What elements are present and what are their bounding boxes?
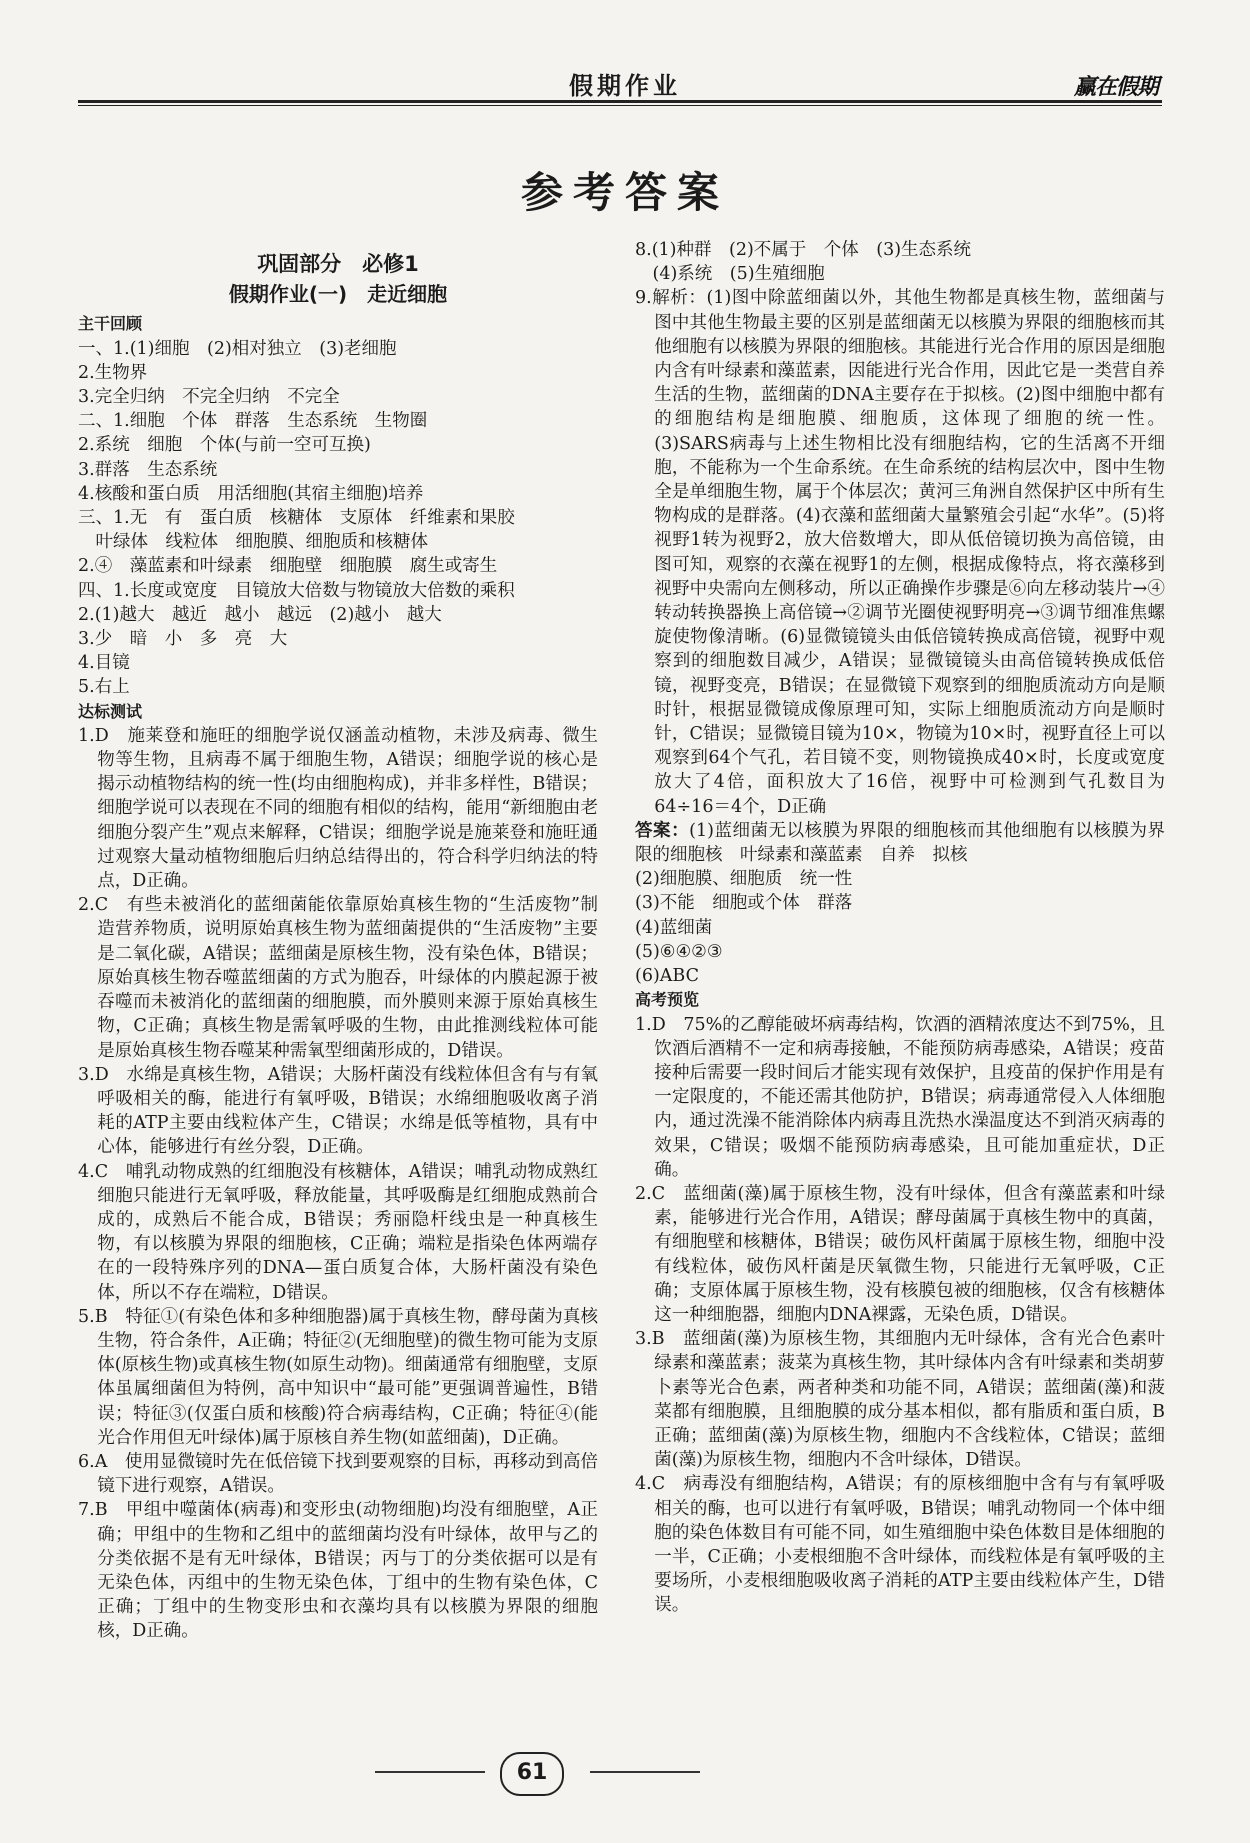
test-answer: 5.B 特征①(有染色体和多种细胞器)属于真核生物，酵母菌为真核生物，符合条件，A正确；特征②(无细胞壁)的微生物可能为支原体(原核生物)或真核生物(如原生动物)。细菌通常有细胞壁，支原体虽属细菌但为特例，高中知识中“最可能”更强调普遍性，B错误；特征③(仅蛋白质和核酸)符合病毒结构，C正确；特征④(能光合作用但无叶绿体)属于原核自养生物(如蓝细菌)，D正确。 [78, 1306, 598, 1448]
review-line: 一、1.(1)细胞 (2)相对独立 (3)老细胞 [78, 338, 397, 359]
review-line: 三、1.无 有 蛋白质 核糖体 支原体 纤维素和果胶 [78, 508, 515, 529]
review-line: 4.核酸和蛋白质 用活细胞(其宿主细胞)培养 [78, 483, 424, 504]
review-line: 四、1.长度或宽度 目镜放大倍数与物镜放大倍数的乘积 [78, 580, 515, 601]
right-column [635, 238, 1165, 1618]
test-answer: 1.D 施莱登和施旺的细胞学说仅涵盖动植物，未涉及病毒、微生物等生物，且病毒不属于细胞生物，A错误；细胞学说的核心是揭示动植物结构的统一性(均由细胞构成)，并非多样性，B错误；细胞学说可以表现在不同的细胞有相似的结构，能用“新细胞由老细胞分裂产生”观点来解释，C错误；细胞学说是施莱登和施旺通过观察大量动植物细胞后归纳总结得出的，符合科学归纳法的特点，D正确。 [78, 725, 598, 892]
answer-line: (1)蓝细菌无以核膜为界限的细胞核而其他细胞有以核膜为界限的细胞核 叶绿素和藻蓝素 自养 拟核 [635, 820, 1166, 866]
review-line: 2.生物界 [78, 362, 148, 383]
footer-rule-left [375, 1771, 485, 1773]
test-answer: 2.C 有些未被消化的蓝细菌能依靠原始真核生物的“生活废物”制造营养物质，说明原始真核生物为蓝细菌提供的“生活废物”主要是二氧化碳，A错误；蓝细菌是原核生物，没有染色体，B错误；原始真核生物吞噬蓝细菌的方式为胞吞，叶绿体的内膜起源于被吞噬而未被消化的蓝细菌的细胞膜，而外膜则来源于原始真核生物，C正确；真核生物是需氧呼吸的生物，由此推测线粒体可能是原始真核生物吞噬某种需氧型细菌形成的，D错误。 [78, 895, 598, 1061]
review-line: 5.右上 [78, 677, 130, 698]
answer-line: (2)细胞膜、细胞质 统一性 [635, 869, 853, 890]
test-answer: 3.D 水绵是真核生物，A错误；大肠杆菌没有线粒体但含有与有氧呼吸相关的酶，能进行有氧呼吸，B错误；水绵细胞吸收离子消耗的ATP主要由线粒体产生，C错误；水绵是低等植物，具有中心体，能够进行有丝分裂，D正确。 [78, 1064, 598, 1158]
review-line: 4.目镜 [78, 653, 130, 674]
footer [0, 1752, 1250, 1792]
test-answer: 7.B 甲组中噬菌体(病毒)和变形虫(动物细胞)均没有细胞壁，A正确；甲组中的生物和乙组中的蓝细菌均没有叶绿体，故甲与乙的分类依据不是有无叶绿体，B错误；丙与丁的分类依据可以是有无染色体，丙组中的生物无染色体，丁组中的生物有染色体，C正确；丁组中的生物变形虫和衣藻均具有以核膜为界限的细胞核，D正确。 [78, 1500, 598, 1642]
header-rule-thin [78, 105, 1162, 106]
review-line: 3.完全归纳 不完全归纳 不完全 [78, 387, 340, 408]
review-line: 3.少 暗 小 多 亮 大 [78, 629, 288, 650]
review-line: 3.群落 生态系统 [78, 459, 218, 480]
review-line: 叶绿体 线粒体 细胞膜、细胞质和核糖体 [78, 532, 428, 553]
review-line: 2.④ 藻蓝素和叶绿素 细胞壁 细胞膜 腐生或寄生 [78, 556, 498, 577]
answer-item: 8.(1)种群 (2)不属于 个体 (3)生态系统 [635, 240, 972, 260]
gaokao-answer: 2.C 蓝细菌(藻)属于原核生物，没有叶绿体，但含有藻蓝素和叶绿素，能够进行光合作用，A错误；酵母菌属于真核生物中的真菌，有细胞壁和核糖体，B错误；破伤风杆菌属于原核生物，细胞中没有线粒体，破伤风杆菌是厌氧微生物，只能进行无氧呼吸，C正确；支原体属于原核生物，没有核膜包被的细胞核，仅含有核糖体这一种细胞器，细胞内DNA裸露，无染色质，D错误。 [635, 1183, 1165, 1325]
main-title: 参考答案 [520, 168, 729, 217]
answer-line: (3)不能 细胞或个体 群落 [635, 893, 853, 914]
test-answer: 4.C 哺乳动物成熟的红细胞没有核糖体，A错误；哺乳动物成熟红细胞只能进行无氧呼吸，释放能量，其呼吸酶是红细胞成熟前合成的，成熟后不能合成，B错误；秀丽隐杆线虫是一种真核生物，有以核膜为界限的细胞核，C正确；端粒是指染色体两端存在的一段特殊序列的DNA—蛋白质复合体，大肠杆菌没有染色体，所以不存在端粒，D错误。 [78, 1161, 598, 1303]
answer-line: (4)蓝细菌 [635, 917, 713, 938]
answer-line: (6)ABC [635, 966, 700, 987]
gaokao-heading: 高考预览 [635, 990, 700, 1010]
header-rule [78, 100, 1162, 103]
footer-rule-right [590, 1771, 700, 1773]
gaokao-answer: 4.C 病毒没有细胞结构，A错误；有的原核细胞中含有与有氧呼吸相关的酶，也可以进行有氧呼吸，B错误；哺乳动物同一个体中细胞的染色体数目有可能不同，如生殖细胞中染色体数目是体细胞的一半，C正确；小麦根细胞不含叶绿体，而线粒体是有氧呼吸的主要场所，小麦根细胞吸收离子消耗的ATP主要由线粒体产生，D错误。 [635, 1474, 1165, 1616]
brand-logo: 赢在假期 [1073, 75, 1158, 100]
left-column [78, 238, 598, 1644]
test-heading: 达标测试 [78, 701, 143, 721]
answer-line: (5)⑥④②③ [635, 941, 723, 962]
review-line: 二、1.细胞 个体 群落 生态系统 生物圈 [78, 411, 428, 432]
section-subtitle: 假期作业(一) 走近细胞 [228, 282, 448, 307]
page-number: 61 [500, 1752, 564, 1796]
gaokao-answer: 3.B 蓝细菌(藻)为原核生物，其细胞内无叶绿体，含有光合色素叶绿素和藻蓝素；菠菜为真核生物，其叶绿体内含有叶绿素和类胡萝卜素等光合色素，两者种类和功能不同，A错误；蓝细菌(藻)和菠菜都有细胞膜，且细胞膜的成分基本相似，都有脂质和蛋白质，B正确；蓝细菌(藻)为原核生物，细胞内不含线粒体，C错误；蓝细菌(藻)为原核生物，细胞内不含叶绿体，D错误。 [635, 1329, 1165, 1471]
header-title: 假期作业 [569, 72, 681, 100]
answer-item-analysis: 9.解析：(1)图中除蓝细菌以外，其他生物都是真核生物，蓝细菌与图中其他生物最主要的区别是蓝细菌无以核膜为界限的细胞核而其他细胞有以核膜为界限的细胞核。其能进行光合作用的原因是细胞内含有叶绿素和藻蓝素，因能进行光合作用，因此它是一类营自养生活的生物，蓝细菌的DNA主要存在于拟核。(2)图中细胞中都有的细胞结构是细胞膜、细胞质，这体现了细胞的统一性。(3)SARS病毒与上述生物相比没有细胞结构，它的生活离不开细胞，不能称为一个生命系统。在生命系统的结构层次中，图中生物全是单细胞生物，属于个体层次；黄河三角洲自然保护区中所有生物构成的是群落。(4)衣藻和蓝细菌大量繁殖会引起“水华”。(5)将视野1转为视野2，放大倍数增大，即从低倍镜切换为高倍镜，由图可知，观察的衣藻在视野1的左侧，根据成像特点，将衣藻移到视野中央需向左侧移动，所以正确操作步骤是⑥向左移动装片→④转动转换器换上高倍镜→②调节光圈使视野明亮→③调节细准焦螺旋使物像清晰。(6)显微镜镜头由低倍镜转换成高倍镜，视野中观察到的细胞数目减少，A错误；显微镜镜头由高倍镜转换成低倍镜，视野变亮，B错误；在显微镜下观察到的细胞质流动方向是顺时针，根据显微镜成像原理可知，实际上细胞质流动方向是顺时针，C错误；显微镜目镜为10×，物镜为10×时，视野直径上可以观察到64个气孔，若目镜不变，则物镜换成40×时，长度或宽度放大了4倍，面积放大了16倍，视野中可检测到气孔数目为64÷16＝4个，D正确 [635, 288, 1165, 817]
answer-label: 答案： [635, 820, 690, 841]
section-title: 巩固部分 必修1 [257, 252, 419, 276]
review-line: 2.系统 细胞 个体(与前一空可互换) [78, 435, 371, 456]
gaokao-answer: 1.D 75%的乙醇能破坏病毒结构，饮酒的酒精浓度达不到75%，且饮酒后酒精不一定和病毒接触，不能预防病毒感染，A错误；疫苗接种后需要一段时间后才能实现有效保护，且疫苗的保护作用是有一定限度的，不能还需其他防护，B错误；病毒通常侵入人体细胞内，通过洗澡不能消除体内病毒且洗热水澡温度达不到消灭病毒的效果，C错误；吸烟不能预防病毒感染，且可能加重症状，D正确。 [635, 1014, 1165, 1180]
answer-item: (4)系统 (5)生殖细胞 [635, 264, 825, 285]
review-line: 2.(1)越大 越近 越小 越远 (2)越小 越大 [78, 604, 442, 625]
main-review-heading: 主干回顾 [78, 314, 143, 334]
test-answer: 6.A 使用显微镜时先在低倍镜下找到要观察的目标，再移动到高倍镜下进行观察，A错误。 [78, 1451, 598, 1497]
